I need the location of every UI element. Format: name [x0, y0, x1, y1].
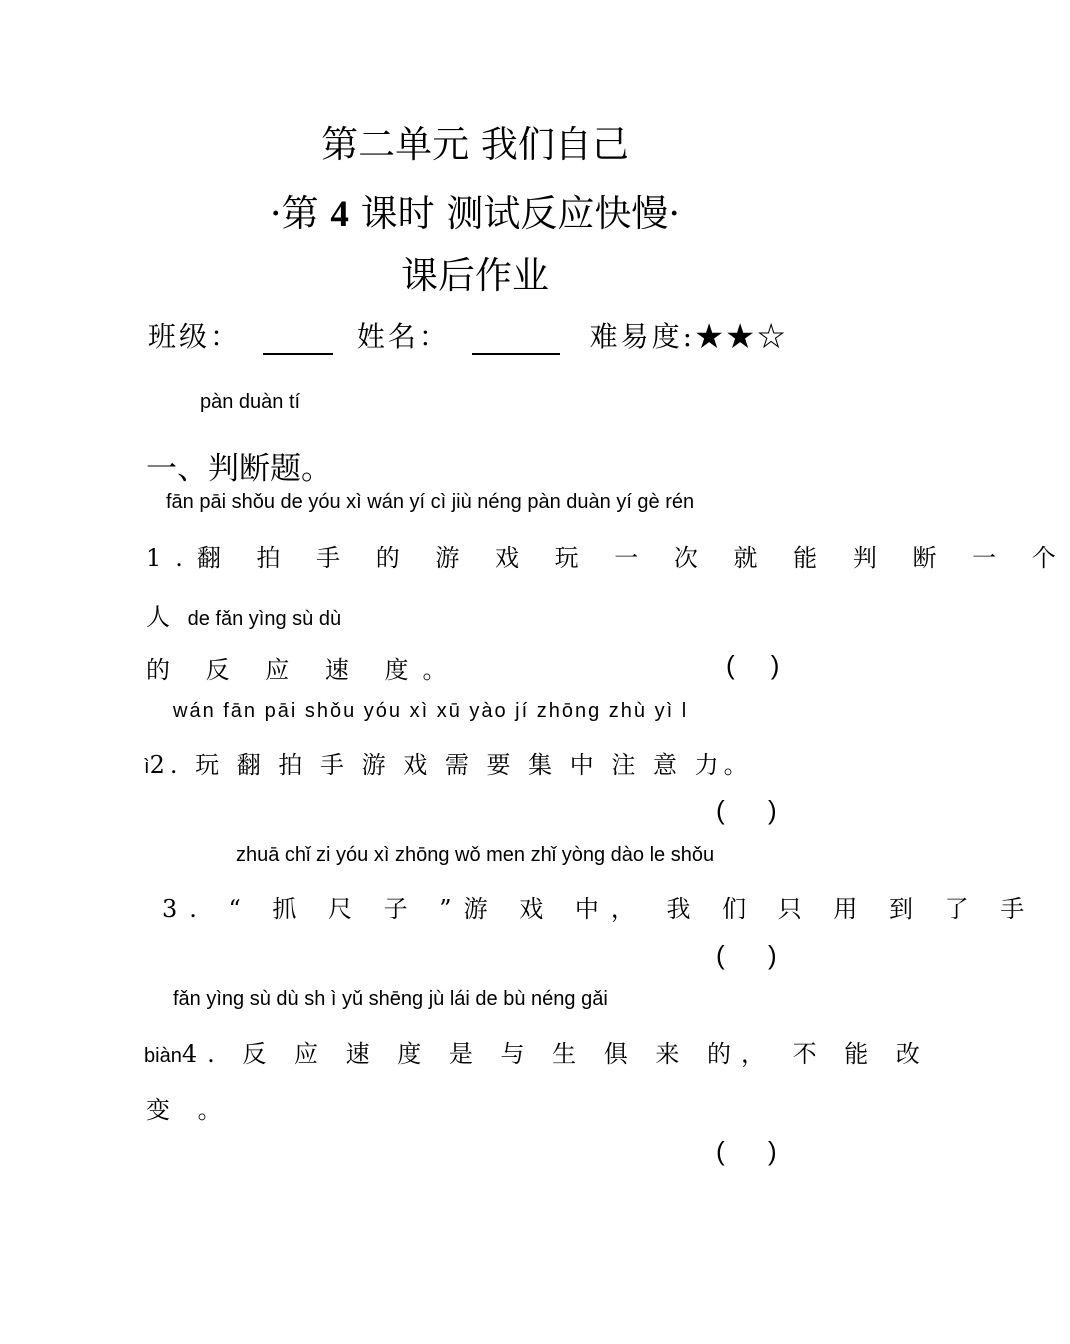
q1-line2-pinyin: de fǎn yìng sù dù — [187, 608, 342, 630]
q4-line — [144, 1034, 930, 1069]
section-title: 一、判断题。 — [146, 451, 332, 487]
q2-answer[interactable]: ( ) — [716, 795, 777, 825]
q2-text: 2. 玩 翻 拍 手 游 戏 需 要 集 中 注 意 力。 — [149, 751, 753, 779]
q1-pinyin: fān pāi shǒu de yóu xì wán yí cì jiù néng pàn duàn yí gè rén — [166, 491, 695, 513]
lesson-prefix: ·第 — [269, 192, 331, 235]
info-line — [148, 315, 788, 355]
q2-line — [144, 745, 753, 780]
q4-pinyin-tail: biàn — [144, 1045, 182, 1067]
class-blank[interactable] — [263, 323, 333, 355]
section-pinyin: pàn duàn tí — [200, 391, 301, 413]
q4-pinyin: fǎn yìng sù dù sh ì yǔ shēng jù lái de bù néng gǎi — [173, 988, 608, 1010]
q4-text: 4. 反 应 速 度 是 与 生 俱 来 的， 不 能 改 — [181, 1040, 930, 1068]
page-subtitle: 课后作业 — [401, 254, 549, 297]
q4-line2: 变 。 — [146, 1096, 232, 1124]
q1-answer[interactable]: ( ) — [726, 650, 780, 680]
q1-line2 — [146, 597, 341, 632]
q2-pinyin: wán fān pāi shǒu yóu xì xū yào jí zhōng zhù yì l — [173, 700, 689, 722]
difficulty-stars: ★★☆ — [695, 320, 789, 353]
name-label: 姓名： — [356, 320, 450, 353]
difficulty-label: 难易度: — [589, 320, 696, 353]
q2-pinyin-tail: ì — [144, 756, 150, 778]
q1-line2-char: 人 — [146, 603, 170, 631]
q3-answer[interactable]: ( ) — [716, 940, 777, 970]
class-label: 班级： — [148, 320, 242, 353]
name-blank[interactable] — [472, 323, 560, 355]
q3-pinyin: zhuā chǐ zi yóu xì zhōng wǒ men zhǐ yòng dào le shǒu — [236, 844, 715, 866]
lesson-number: 4 — [330, 194, 349, 235]
lesson-title — [0, 183, 950, 237]
lesson-suffix: 课时 测试反应快慢· — [348, 192, 681, 235]
unit-title: 第二单元 我们自己 — [321, 123, 629, 166]
q3-text: 3. “ 抓 尺 子 ”游 戏 中， 我 们 只 用 到 了 手 — [162, 895, 1037, 923]
q1-line1: 1.翻 拍 手 的 游 戏 玩 一 次 就 能 判 断 一 个 — [146, 544, 1070, 572]
q1-line3: 的 反 应 速 度。 — [146, 656, 461, 684]
q4-answer[interactable]: ( ) — [716, 1136, 777, 1166]
